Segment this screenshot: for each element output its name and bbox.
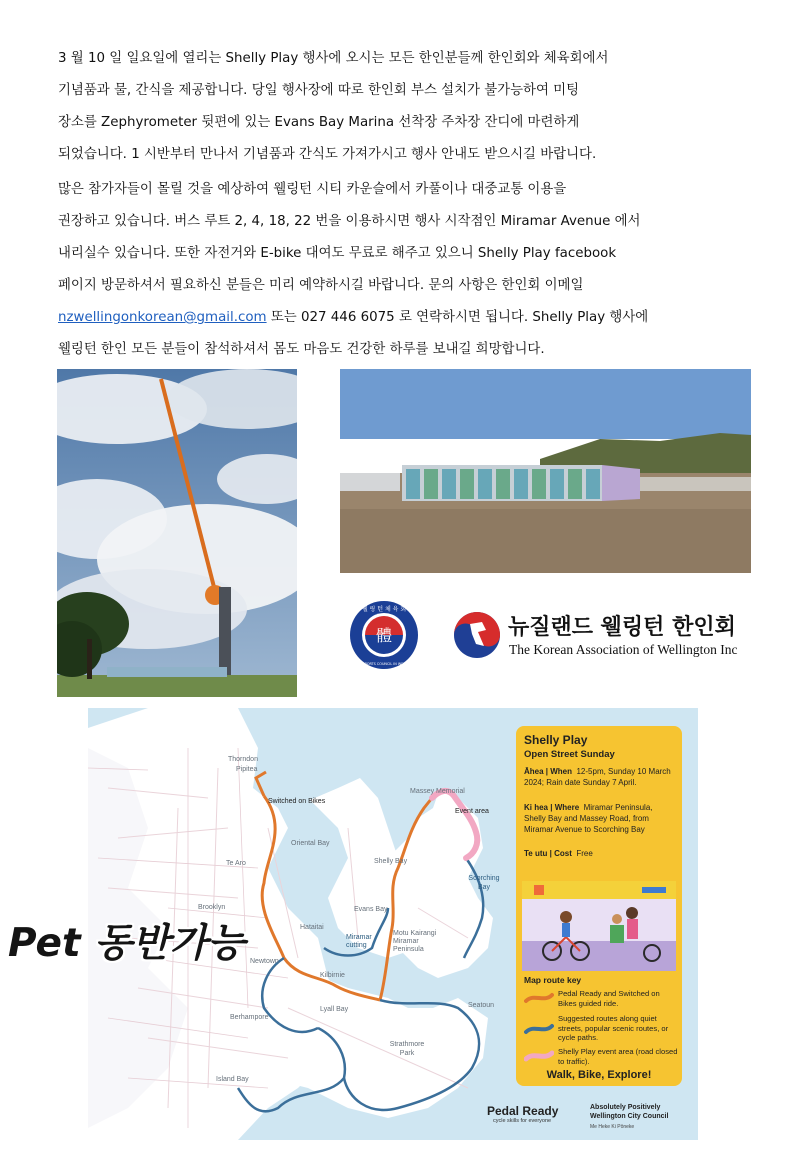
card-cost xyxy=(524,848,676,859)
paragraph-line: 3 월 10 일 일요일에 열리는 Shelly Play 행사에 오시는 모든 한인분들께 한인회와 체육회에서 xyxy=(58,51,609,66)
map-label-berhampore: Berhampore xyxy=(230,1014,269,1021)
zephyrometer-photo xyxy=(57,369,297,697)
map-label-hataitai: Hataitai xyxy=(300,924,324,931)
map-label-switched-on-bikes: Switched on Bikes xyxy=(268,798,326,805)
paragraph-line: 내리실수 있습니다. 또한 자전거와 E-bike 대여도 무료로 해주고 있으니 Shelly Play facebook xyxy=(58,246,617,261)
pet-friendly-overlay: Pet 동반가능 xyxy=(8,921,245,966)
cost-value: Free xyxy=(576,849,593,858)
paragraph-line: 웰링턴 한인 모든 분들이 참석하셔서 몸도 마음도 건강한 하루를 보내길 희망합니다. xyxy=(58,342,545,357)
where-value: Miramar Peninsula, Shelly Bay and Massey Road, from Miramar Avenue to Scorching Bay xyxy=(524,803,653,834)
card-subtitle: Open Street Sunday xyxy=(524,749,615,760)
route-key-title: Map route key xyxy=(524,975,582,985)
cost-label: Te utu | Cost xyxy=(524,849,572,858)
contact-text: 또는 027 446 6075 로 연락하시면 됩니다. Shelly Play 행사에 xyxy=(266,310,649,325)
intro-paragraph xyxy=(58,43,758,171)
pedal-ready-logo: Pedal Ready xyxy=(487,1104,559,1118)
map-label-te-aro: Te Aro xyxy=(226,860,246,867)
when-value: 12-5pm, Sunday 10 March 2024; Rain date Sunday 7 April. xyxy=(524,767,671,787)
cyclists-illustration xyxy=(522,881,676,971)
route-key-text: Pedal Ready and Switched on Bikes guided ride. xyxy=(558,989,660,1008)
korean-association-emblem xyxy=(452,610,502,664)
event-info-card xyxy=(516,726,682,1086)
route-key-text: Shelly Play event area (road closed to traffic). xyxy=(558,1047,678,1066)
sports-logo-title: 웰 링 턴 체 육 회 xyxy=(361,606,407,613)
route-key-item xyxy=(524,1014,679,1050)
where-label: Ki hea | Where xyxy=(524,803,580,812)
card-when xyxy=(524,766,676,788)
pink-route-swatch xyxy=(524,1049,554,1063)
map-label-miramar-peninsula: Motu Kairangi Miramar Peninsula xyxy=(393,930,437,953)
paragraph-line: 페이지 방문하셔서 필요하신 분들은 미리 예약하시길 바랍니다. 문의 사항은 한인회 이메일 xyxy=(58,278,584,293)
map-label-seatoun: Seatoun xyxy=(468,1002,495,1009)
paragraph-line: 기념품과 물, 간식을 제공합니다. 당일 행사장에 따로 한인회 부스 설치가 불가능하여 미팅 xyxy=(58,83,580,98)
orange-route-swatch xyxy=(524,991,554,1005)
paragraph-line xyxy=(58,302,758,334)
map-label-scorching-bay: Scorching Bay xyxy=(468,875,500,891)
sports-logo-center: 體 xyxy=(375,626,393,645)
paragraph-line: 되었습니다. 1 시반부터 만나서 기념품과 간식도 가져가시고 행사 안내도 받으시길 바랍니다. xyxy=(58,147,597,162)
map-label-event-area: Event area xyxy=(455,808,489,815)
map-label-oriental-bay: Oriental Bay xyxy=(291,840,330,847)
association-name-korean: 뉴질랜드 웰링턴 한인회 xyxy=(508,615,736,640)
marina-photo xyxy=(340,369,751,573)
route-key-text: Suggested routes along quiet streets, popular scenic routes, or cycle paths. xyxy=(558,1014,669,1042)
when-label: Āhea | When xyxy=(524,767,573,776)
map-label-massey-memorial: Massey Memorial xyxy=(410,788,465,795)
pedal-ready-tagline: cycle skills for everyone xyxy=(493,1118,552,1124)
sports-logo-ring-text: KOREAN SPORTS COUNCIL IN WELLINGTON xyxy=(349,662,419,666)
card-title: Shelly Play xyxy=(524,733,588,747)
map-label-brooklyn: Brooklyn xyxy=(198,904,226,911)
transport-paragraph xyxy=(58,174,758,366)
email-link[interactable]: nzwellingonkorean@gmail.com xyxy=(58,310,267,325)
map-label-lyall-bay: Lyall Bay xyxy=(320,1006,349,1013)
sports-council-logo xyxy=(349,600,419,670)
map-label-evans-bay: Evans Bay xyxy=(354,906,388,913)
paragraph-line: 많은 참가자들이 몰릴 것을 예상하여 웰링턴 시티 카운슬에서 카풀이나 대중교통 이용을 xyxy=(58,182,567,197)
map-label-thorndon: Thorndon xyxy=(228,756,258,763)
map-label-newtown: Newtown xyxy=(250,958,279,965)
paragraph-line: 권장하고 있습니다. 버스 루트 2, 4, 18, 22 번을 이용하시면 행사 시작점인 Miramar Avenue 에서 xyxy=(58,214,641,229)
map-label-island-bay: Island Bay xyxy=(216,1076,249,1083)
map-label-kilbirnie: Kilbirnie xyxy=(320,972,345,979)
wcc-logo-line3: Me Heke Ki Pōneke xyxy=(590,1124,635,1130)
map-label-miramar-cutting: Miramar cutting xyxy=(346,934,372,949)
card-slogan: Walk, Bike, Explore! xyxy=(546,1069,652,1081)
paragraph-line: 장소를 Zephyrometer 뒷편에 있는 Evans Bay Marina 선착장 주차장 잔디에 마련하게 xyxy=(58,115,580,130)
card-where xyxy=(524,802,676,835)
map-label-strathmore-park: Strathmore Park xyxy=(389,1041,425,1057)
map-label-pipitea: Pipitea xyxy=(236,766,258,773)
blue-route-swatch xyxy=(524,1022,554,1036)
wcc-logo-line1: Absolutely Positively xyxy=(590,1104,661,1111)
wcc-logo-line2: Wellington City Council xyxy=(590,1113,669,1120)
map-label-shelly-bay: Shelly Bay xyxy=(374,858,408,865)
association-name-english: The Korean Association of Wellington Inc xyxy=(509,642,738,657)
